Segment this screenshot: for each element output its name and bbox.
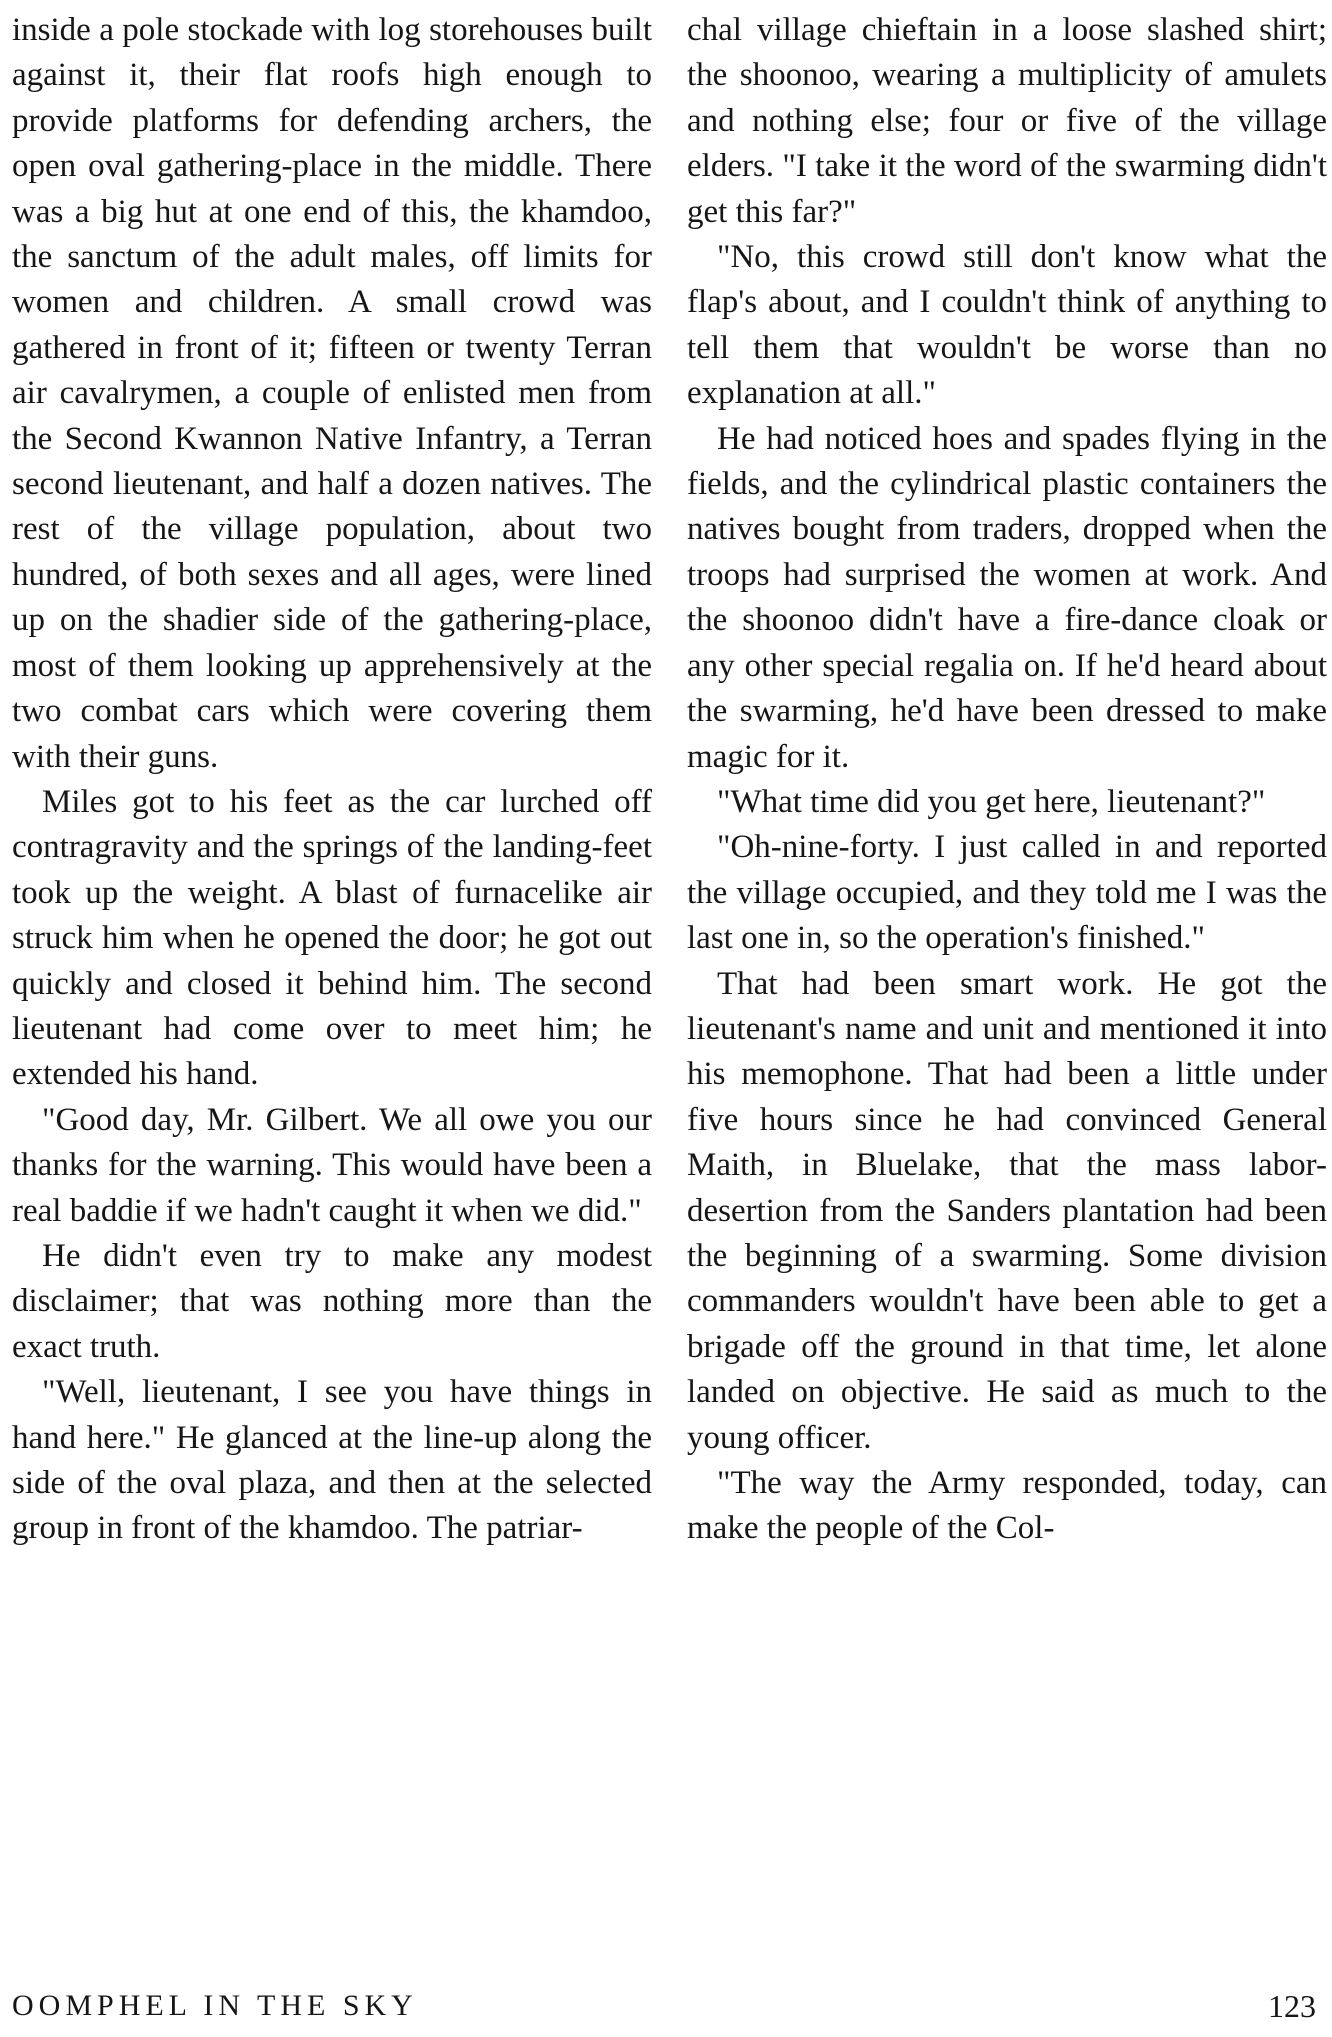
paragraph: "Good day, Mr. Gilbert. We all owe you our thanks for the warning. This would have been a real baddie if we hadn't caught it when we did." — [12, 1101, 652, 1229]
page-footer — [12, 1986, 1322, 2026]
paragraph: "Well, lieutenant, I see you have things in hand here." He glanced at the line-up along the side of the oval plaza, and then at the selected group in front of the khamdoo. The patriar- — [12, 1374, 652, 1547]
paragraph: "What time did you get here, lieutenant?" — [717, 783, 1266, 820]
right-text-column — [687, 8, 1327, 1552]
paragraph: He had noticed hoes and spades flying in the fields, and the cylindrical plastic containers the natives bought from traders, dropped when the troops had surprised the women at work. And the shoonoo didn't have a fire-dance cloak or any other special regalia on. If he'd heard about the swarming, he'd have been dressed to make magic for it. — [687, 420, 1327, 775]
paragraph: That had been smart work. He got the lieutenant's name and unit and mentioned it into his memophone. That had been a little under five hours since he had convinced General Maith, in Bluelake, that the mass labor-desertion from the Sanders plantation had been the beginning of a swarming. Some division commanders wouldn't have been able to get a brigade off the ground in that time, let alone landed on objective. He said as much to the young officer. — [687, 965, 1327, 1456]
paragraph: He didn't even try to make any modest disclaimer; that was nothing more than the exact truth. — [12, 1237, 652, 1365]
paragraph: inside a pole stockade with log storehouses built against it, their flat roofs high enough to provide platforms for defending archers, the open oval gathering-place in the middle. There was a big hut at one end of this, the khamdoo, the sanctum of the adult males, off limits for women and children. A small crowd was gathered in front of it; fifteen or twenty Terran air cavalrymen, a couple of enlisted men from the Second Kwannon Native Infantry, a Terran second lieutenant, and half a dozen natives. The rest of the village population, about two hundred, of both sexes and all ages, were lined up on the shadier side of the gathering-place, most of them looking up apprehensively at the two combat cars which were covering them with their guns. — [12, 12, 652, 775]
paragraph: Miles got to his feet as the car lurched off contragravity and the springs of the landing-feet took up the weight. A blast of furnacelike air struck him when he opened the door; he got out quickly and closed it behind him. The second lieutenant had come over to meet him; he extended his hand. — [12, 783, 652, 1093]
paragraph: "No, this crowd still don't know what the flap's about, and I couldn't think of anything to tell them that wouldn't be worse than no explanation at all." — [687, 239, 1327, 412]
page-number: 123 — [1268, 1988, 1316, 2024]
running-title: OOMPHEL IN THE SKY — [12, 1989, 418, 2022]
paragraph: "Oh-nine-forty. I just called in and reported the village occupied, and they told me I was the last one in, so the operation's finished." — [687, 829, 1327, 957]
paragraph: chal village chieftain in a loose slashed shirt; the shoonoo, wearing a multiplicity of amulets and nothing else; four or five of the village elders. "I take it the word of the swarming didn't get this far?" — [687, 12, 1327, 230]
paragraph: "The way the Army responded, today, can make the people of the Col- — [687, 1465, 1327, 1547]
left-text-column — [12, 8, 652, 1552]
